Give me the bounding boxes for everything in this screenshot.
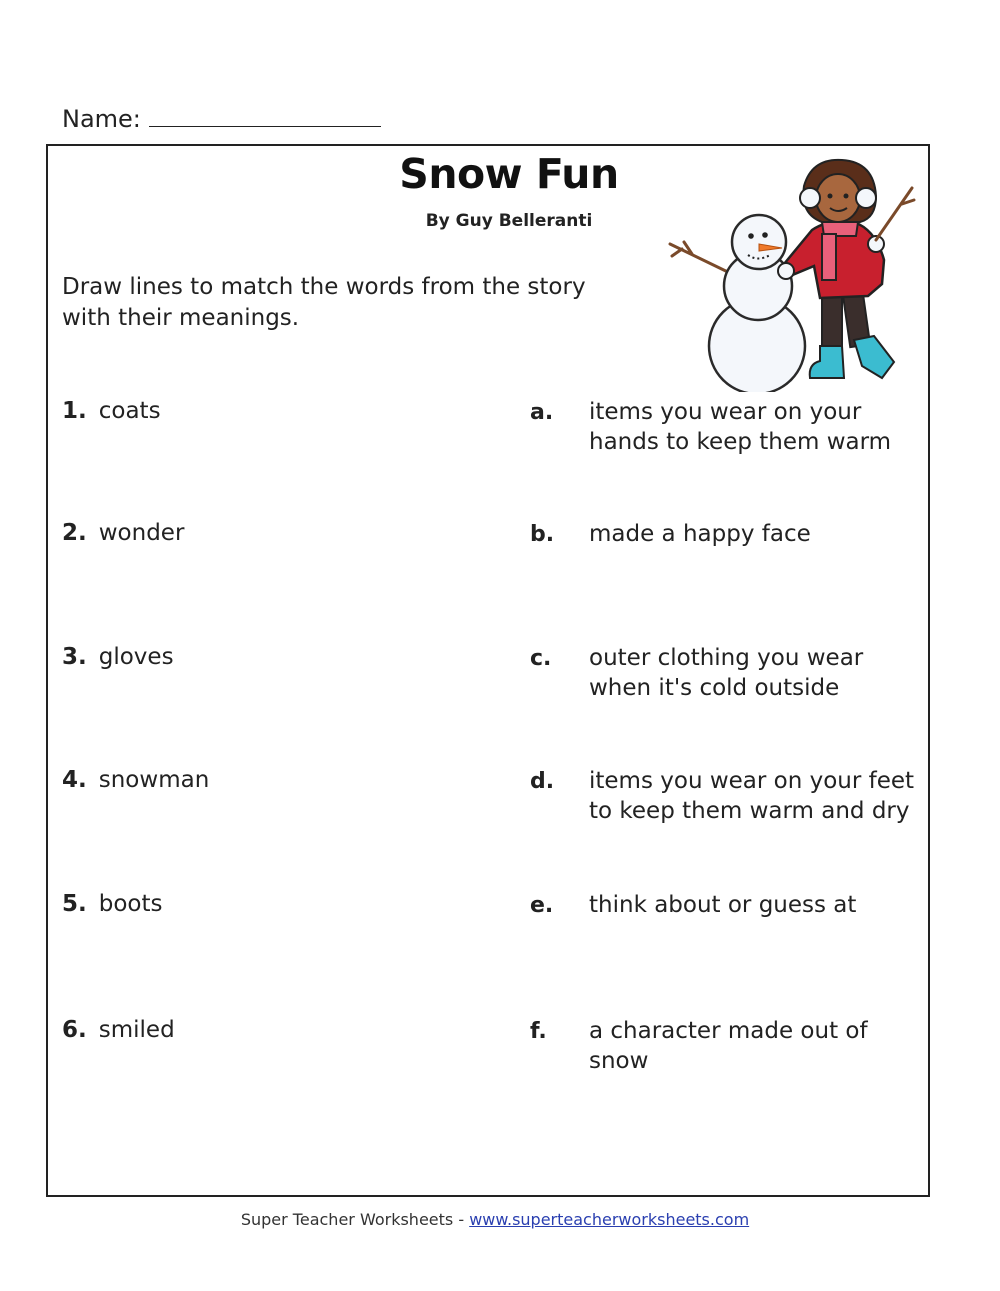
name-field bbox=[62, 104, 381, 133]
word-item-1[interactable] bbox=[62, 398, 161, 424]
definition-item-e[interactable]: think about or guess at bbox=[589, 892, 857, 918]
word-number: 2. bbox=[62, 520, 87, 546]
word-text: boots bbox=[98, 891, 163, 917]
definition-item-f[interactable]: a character made out of snow bbox=[589, 1018, 868, 1074]
page-footer bbox=[0, 1210, 990, 1229]
word-item-6[interactable] bbox=[62, 1017, 175, 1043]
footer-link[interactable]: www.superteacherworksheets.com bbox=[469, 1210, 750, 1229]
word-number: 4. bbox=[62, 767, 87, 793]
definition-letter-b: b. bbox=[530, 522, 555, 547]
definition-letter-d: d. bbox=[530, 769, 555, 794]
word-text: coats bbox=[98, 398, 161, 424]
word-item-5[interactable] bbox=[62, 891, 163, 917]
author-byline: By Guy Belleranti bbox=[425, 211, 593, 231]
snowman-girl-illustration bbox=[662, 156, 918, 392]
word-number: 1. bbox=[62, 398, 87, 424]
word-item-4[interactable] bbox=[62, 767, 209, 793]
definition-letter-a: a. bbox=[530, 400, 554, 425]
name-label: Name: bbox=[62, 105, 141, 133]
definition-item-b[interactable]: made a happy face bbox=[589, 521, 811, 547]
word-text: wonder bbox=[98, 520, 185, 546]
definition-item-a[interactable]: items you wear on your hands to keep them warm bbox=[589, 399, 892, 455]
definition-item-c[interactable]: outer clothing you wear when it's cold outside bbox=[589, 645, 864, 701]
footer-prefix: Super Teacher Worksheets - bbox=[240, 1210, 470, 1229]
name-blank-line[interactable] bbox=[149, 104, 381, 127]
definition-letter-f: f. bbox=[530, 1019, 547, 1044]
definition-letter-e: e. bbox=[530, 893, 554, 918]
word-text: smiled bbox=[98, 1017, 175, 1043]
word-item-2[interactable] bbox=[62, 520, 184, 546]
definition-item-d[interactable]: items you wear on your feet to keep them warm and dry bbox=[589, 768, 915, 824]
word-text: snowman bbox=[98, 767, 210, 793]
word-text: gloves bbox=[98, 644, 174, 670]
word-number: 6. bbox=[62, 1017, 87, 1043]
definition-letter-c: c. bbox=[530, 646, 552, 671]
word-item-3[interactable] bbox=[62, 644, 174, 670]
word-number: 5. bbox=[62, 891, 87, 917]
instructions-text: Draw lines to match the words from the story with their meanings. bbox=[62, 274, 586, 331]
word-number: 3. bbox=[62, 644, 87, 670]
page-title: Snow Fun bbox=[399, 150, 619, 198]
